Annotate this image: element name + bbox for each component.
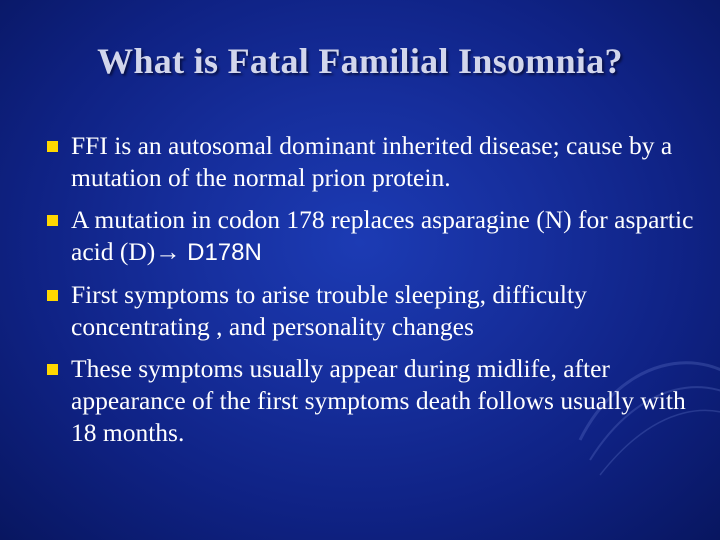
bullet-list	[44, 130, 694, 459]
bullet-item	[44, 204, 694, 269]
bullet-item	[44, 279, 694, 343]
square-bullet-icon	[47, 215, 58, 226]
arrow-glyph: →	[155, 237, 181, 266]
mutation-code: D178N	[187, 239, 262, 266]
bullet-text: These symptoms usually appear during midlife, after appearance of the first symptoms death follows usually with 18 months.	[71, 354, 686, 447]
slide-title: What is Fatal Familial Insomnia?	[97, 41, 623, 81]
bullet-item	[44, 353, 694, 449]
bullet-item	[44, 130, 694, 194]
square-bullet-icon	[47, 364, 58, 375]
square-bullet-icon	[47, 290, 58, 301]
square-bullet-icon	[47, 141, 58, 152]
bullet-text: First symptoms to arise trouble sleeping, difficulty concentrating , and personality changes	[71, 280, 587, 341]
bullet-text: A mutation in codon 178 replaces asparagine (N) for aspartic acid (D)	[71, 205, 694, 266]
bullet-text: FFI is an autosomal dominant inherited disease; cause by a mutation of the normal prion protein.	[71, 131, 673, 192]
